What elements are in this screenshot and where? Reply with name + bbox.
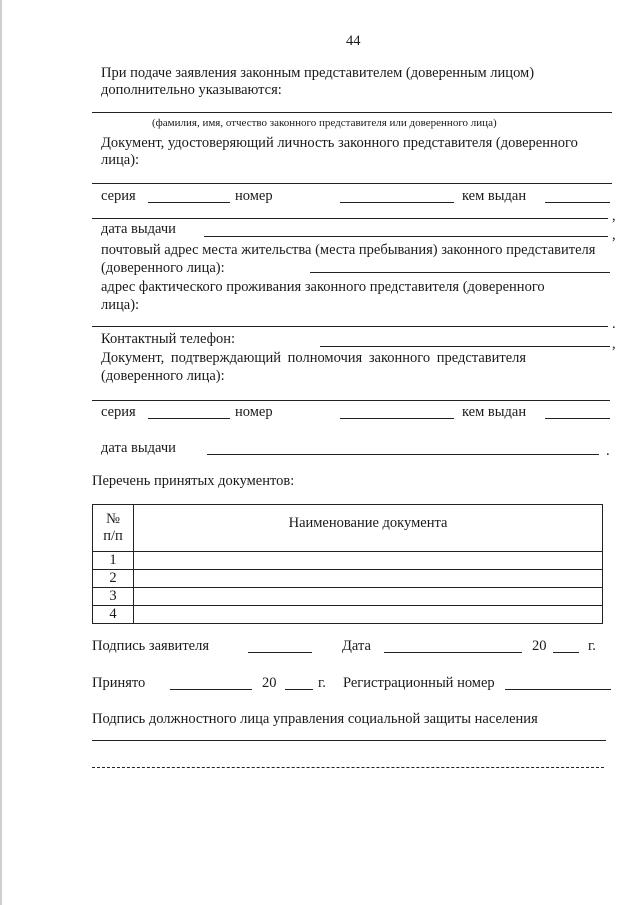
year-suffix: г. <box>588 638 596 654</box>
official-signature-field[interactable] <box>92 740 606 741</box>
applicant-signature-label: Подпись заявителя <box>92 638 209 654</box>
num-header: № п/п <box>93 505 134 552</box>
series-label: серия <box>101 188 136 204</box>
number-label: номер <box>235 188 273 204</box>
row-number: 1 <box>93 552 134 570</box>
phone-field[interactable] <box>320 346 610 347</box>
dashed-separator <box>92 767 604 768</box>
document-name-cell[interactable] <box>134 570 603 588</box>
actual-address-line-2: лица): <box>101 297 140 313</box>
applicant-signature-field[interactable] <box>248 652 312 653</box>
date-field[interactable] <box>384 652 522 653</box>
year-prefix: 20 <box>532 638 547 654</box>
comma-2: , <box>612 227 616 243</box>
scan-edge <box>0 0 2 905</box>
authority-doc-line-2: (доверенного лица): <box>101 368 225 384</box>
document-name-cell[interactable] <box>134 606 603 624</box>
table-row <box>93 552 603 570</box>
authority-issued-by-field[interactable] <box>545 418 610 419</box>
postal-address-line-1: почтовый адрес места жительства (места пребывания) законного представителя <box>101 242 596 258</box>
authority-series-field[interactable] <box>148 418 230 419</box>
issued-by-field[interactable] <box>545 202 610 203</box>
reg-number-label: Регистрационный номер <box>343 675 495 691</box>
number-field[interactable] <box>340 202 454 203</box>
period-2: . <box>606 443 610 459</box>
reg-number-field[interactable] <box>505 689 611 690</box>
series-field[interactable] <box>148 202 230 203</box>
official-signature-label: Подпись должностного лица управления социальной защиты населения <box>92 711 538 727</box>
table-row <box>93 570 603 588</box>
comma-3: , <box>612 336 616 352</box>
accepted-year-suffix: г. <box>318 675 326 691</box>
id-doc-label-line-2: лица): <box>101 152 140 168</box>
comma-1: , <box>612 208 616 224</box>
issue-date-field[interactable] <box>204 236 608 237</box>
authority-number-field[interactable] <box>340 418 454 419</box>
postal-address-line-2: (доверенного лица): <box>101 260 225 276</box>
phone-label: Контактный телефон: <box>101 331 236 347</box>
table-row <box>93 606 603 624</box>
authority-number-label: номер <box>235 404 273 420</box>
id-doc-line[interactable] <box>92 183 612 184</box>
representative-name-line[interactable] <box>92 112 612 113</box>
authority-issue-date-label: дата выдачи <box>101 440 176 456</box>
issued-by-line-2[interactable] <box>92 218 608 219</box>
intro-line-1: При подаче заявления законным представителем (доверенным лицом) <box>101 65 535 81</box>
authority-doc-field[interactable] <box>92 400 610 401</box>
accepted-year-prefix: 20 <box>262 675 277 691</box>
date-label: Дата <box>342 638 371 654</box>
actual-address-field[interactable] <box>92 326 608 327</box>
row-number: 2 <box>93 570 134 588</box>
authority-series-label: серия <box>101 404 136 420</box>
docs-list-title: Перечень принятых документов: <box>92 473 295 489</box>
intro-line-2: дополнительно указываются: <box>101 82 282 98</box>
name-header: Наименование документа <box>134 505 603 552</box>
document-name-cell[interactable] <box>134 552 603 570</box>
id-doc-label-line-1: Документ, удостоверяющий личность законного представителя (доверенного <box>101 135 578 151</box>
accepted-year-field[interactable] <box>285 689 313 690</box>
page-number: 44 <box>346 33 361 49</box>
postal-address-field[interactable] <box>310 272 610 273</box>
issue-date-label: дата выдачи <box>101 221 176 237</box>
accepted-label: Принято <box>92 675 146 691</box>
issued-by-label: кем выдан <box>462 188 527 204</box>
documents-table <box>92 504 603 624</box>
document-name-cell[interactable] <box>134 588 603 606</box>
year-field[interactable] <box>553 652 579 653</box>
authority-issue-date-field[interactable] <box>207 454 599 455</box>
authority-doc-line-1: Документ, подтверждающий полномочия законного представителя <box>101 350 527 366</box>
name-caption: (фамилия, имя, отчество законного представителя или доверенного лица) <box>152 117 497 129</box>
accepted-date-field[interactable] <box>170 689 252 690</box>
row-number: 3 <box>93 588 134 606</box>
row-number: 4 <box>93 606 134 624</box>
period-1: . <box>612 316 616 332</box>
table-row <box>93 588 603 606</box>
authority-issued-by-label: кем выдан <box>462 404 527 420</box>
actual-address-line-1: адрес фактического проживания законного представителя (доверенного <box>101 279 545 295</box>
